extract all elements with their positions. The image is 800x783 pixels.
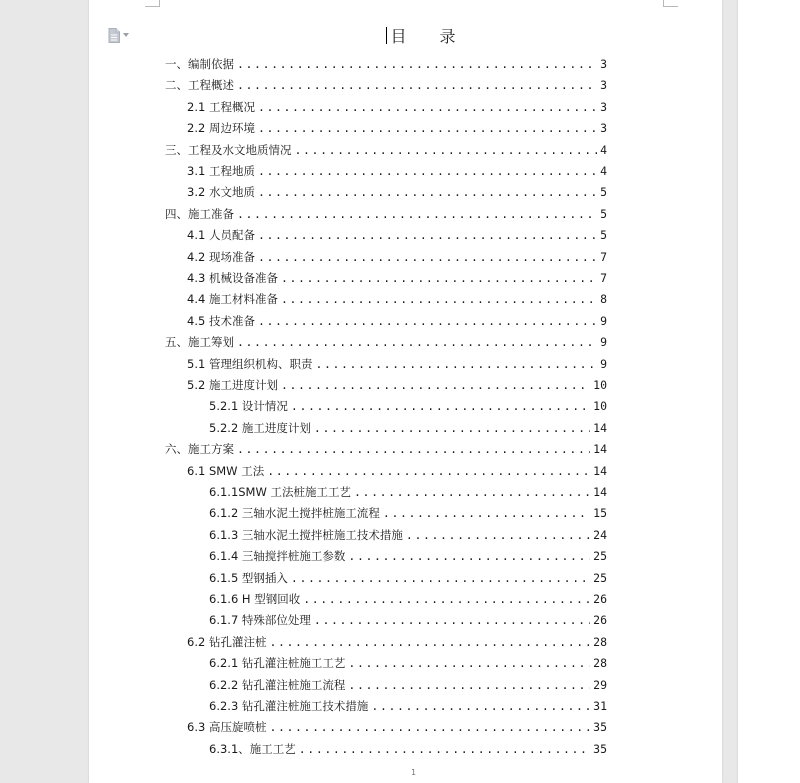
toc-entry[interactable] bbox=[165, 77, 607, 93]
toc-leader-dots bbox=[258, 184, 597, 200]
toc-entry-page: 26 bbox=[593, 613, 607, 628]
toc-entry-title: 6.3.1、施工工艺 bbox=[209, 741, 296, 756]
toc-entry[interactable] bbox=[187, 463, 607, 479]
toc-leader-dots bbox=[267, 463, 590, 479]
toc-entry[interactable] bbox=[187, 719, 607, 735]
toc-entry-page: 31 bbox=[593, 699, 607, 713]
toc-entry-title: 6.1.7 特殊部位处理 bbox=[209, 613, 311, 628]
toc-entry[interactable] bbox=[165, 142, 607, 158]
toc-leader-dots bbox=[303, 591, 590, 607]
toc-leader-dots bbox=[237, 56, 597, 72]
toc-entry-title: 5.1 管理组织机构、职责 bbox=[187, 356, 313, 371]
toc-leader-dots bbox=[348, 677, 590, 693]
toc-entry-page: 35 bbox=[593, 720, 607, 735]
toc-entry[interactable] bbox=[209, 527, 607, 543]
toc-entry-title: 6.2 钻孔灌注桩 bbox=[187, 634, 267, 649]
toc-leader-dots bbox=[348, 655, 590, 671]
toc-leader-dots bbox=[258, 227, 597, 243]
toc-leader-dots bbox=[406, 527, 590, 543]
toc-entry[interactable] bbox=[187, 163, 607, 179]
toc-entry-page: 25 bbox=[593, 570, 607, 585]
toc-entry[interactable] bbox=[165, 334, 607, 350]
toc-entry[interactable] bbox=[187, 313, 607, 329]
toc-entry-title: 4.5 技术准备 bbox=[187, 313, 255, 328]
toc-entry-title: 2.2 周边环境 bbox=[187, 121, 255, 136]
toc-leader-dots bbox=[258, 163, 597, 179]
toc-entry[interactable] bbox=[209, 698, 607, 714]
toc-entry-title: 4.3 机械设备准备 bbox=[187, 271, 278, 285]
page-number: 1 bbox=[411, 768, 417, 777]
toc-entry[interactable] bbox=[209, 570, 607, 586]
toc-entry-title: 5.2.1 设计情况 bbox=[209, 399, 288, 414]
toc-entry[interactable] bbox=[165, 56, 607, 72]
toc-entry-title: 4.4 施工材料准备 bbox=[187, 292, 278, 307]
toc-leader-dots bbox=[258, 120, 597, 136]
page-title: 目 录 bbox=[390, 27, 470, 46]
toc-entry[interactable] bbox=[165, 441, 607, 457]
toc-entry-page: 26 bbox=[593, 592, 607, 606]
toc-leader-dots bbox=[269, 634, 590, 650]
toc-leader-dots bbox=[281, 270, 597, 286]
toc-entry-title: 6.1 SMW 工法 bbox=[187, 463, 265, 478]
toc-leader-dots bbox=[348, 548, 590, 564]
toc-entry-title: 5.2.2 施工进度计划 bbox=[209, 420, 311, 435]
toc-entry[interactable] bbox=[209, 677, 607, 693]
toc-entry-title: 6.1.2 三轴水泥土搅拌桩施工流程 bbox=[209, 506, 380, 521]
toc-entry-page: 35 bbox=[593, 741, 607, 756]
toc-leader-dots bbox=[371, 698, 590, 714]
toc-entry-title: 5.2 施工进度计划 bbox=[187, 378, 278, 392]
toc-entry-page: 28 bbox=[593, 656, 607, 671]
toc-entry-title: 6.1.6 H 型钢回收 bbox=[209, 592, 301, 606]
toc-entry-page: 4 bbox=[600, 142, 607, 157]
toc-entry-page: 7 bbox=[600, 249, 607, 264]
toc-entry-title: 六、施工方案 bbox=[165, 442, 234, 457]
toc-entry-page: 15 bbox=[593, 506, 607, 521]
toc-entry-title: 6.3 高压旋喷桩 bbox=[187, 720, 267, 735]
toc-entry[interactable] bbox=[165, 206, 607, 222]
toc-leader-dots bbox=[314, 612, 590, 628]
toc-leader-dots bbox=[237, 77, 597, 93]
toc-leader-dots bbox=[291, 570, 590, 586]
toc-entry-title: 6.1.3 三轴水泥土搅拌桩施工技术措施 bbox=[209, 527, 403, 542]
toc-entry-title: 五、施工筹划 bbox=[165, 335, 234, 350]
toc-entry-title: 一、编制依据 bbox=[165, 57, 234, 71]
toc-leader-dots bbox=[291, 398, 590, 414]
toc-entry-page: 5 bbox=[600, 206, 607, 221]
toc-entry[interactable] bbox=[187, 356, 607, 372]
toc-entry[interactable] bbox=[187, 99, 607, 115]
toc-entry-page: 9 bbox=[600, 356, 607, 371]
toc-entry[interactable] bbox=[187, 291, 607, 307]
toc-leader-dots bbox=[237, 334, 597, 350]
toc-entry-page: 25 bbox=[593, 549, 607, 564]
toc-leader-dots bbox=[237, 441, 590, 457]
toc-entry-title: 6.1.4 三轴搅拌桩施工参数 bbox=[209, 549, 346, 564]
toc-leader-dots bbox=[299, 741, 590, 757]
toc-entry-page: 3 bbox=[600, 78, 607, 93]
toc-entry[interactable] bbox=[209, 741, 607, 757]
toc-entry-title: 四、施工准备 bbox=[165, 206, 234, 221]
toc-leader-dots bbox=[315, 356, 597, 372]
toc-entry-page: 9 bbox=[600, 335, 607, 350]
toc-entry[interactable] bbox=[187, 249, 607, 265]
toc-entry-page: 14 bbox=[593, 420, 607, 435]
toc-entry-page: 28 bbox=[593, 634, 607, 649]
toc-entry-title: 4.2 现场准备 bbox=[187, 249, 255, 264]
toc-entry[interactable] bbox=[209, 591, 607, 607]
toc-entry[interactable] bbox=[187, 227, 607, 243]
toc-entry[interactable] bbox=[209, 612, 607, 628]
toc-entry[interactable] bbox=[209, 505, 607, 521]
toc-entry-page: 14 bbox=[593, 463, 607, 478]
toc-entry-page: 7 bbox=[600, 271, 607, 285]
toc-leader-dots bbox=[269, 719, 590, 735]
toc-entry-page: 24 bbox=[593, 527, 607, 542]
toc-leader-dots bbox=[258, 99, 597, 115]
toc-entry-page: 8 bbox=[600, 292, 607, 307]
toc-entry-page: 14 bbox=[593, 485, 607, 499]
toc-entry-title: 三、工程及水文地质情况 bbox=[165, 142, 292, 157]
crop-mark-top-right bbox=[663, 0, 678, 7]
toc-leader-dots bbox=[295, 142, 598, 158]
toc-leader-dots bbox=[354, 484, 590, 500]
toc-entry[interactable] bbox=[209, 420, 607, 436]
toc-leader-dots bbox=[281, 377, 590, 393]
toc-entry-title: 3.1 工程地质 bbox=[187, 164, 255, 178]
toc-entry-page: 29 bbox=[593, 677, 607, 692]
toc-entry-page: 4 bbox=[600, 164, 607, 178]
toc-leader-dots bbox=[258, 249, 597, 265]
toc-entry-page: 3 bbox=[600, 99, 607, 114]
toc-entry-title: 4.1 人员配备 bbox=[187, 228, 255, 243]
toc-entry-title: 3.2 水文地质 bbox=[187, 185, 255, 200]
toc-leader-dots bbox=[314, 420, 590, 436]
toc-entry-page: 10 bbox=[593, 399, 607, 414]
toc-entry[interactable] bbox=[187, 270, 607, 286]
toc-entry-title: 二、工程概述 bbox=[165, 78, 234, 93]
toc-entry[interactable] bbox=[187, 120, 607, 136]
toc-entry-title: 6.1.5 型钢插入 bbox=[209, 570, 288, 585]
toc-entry[interactable] bbox=[209, 655, 607, 671]
toc-leader-dots bbox=[237, 206, 597, 222]
toc-entry-page: 5 bbox=[600, 185, 607, 200]
toc-entry-page: 14 bbox=[593, 442, 607, 457]
toc-entry[interactable] bbox=[187, 377, 607, 393]
crop-mark-top-left bbox=[145, 0, 160, 7]
toc-leader-dots bbox=[281, 291, 597, 307]
toc-entry[interactable] bbox=[187, 184, 607, 200]
toc-entry-page: 10 bbox=[593, 378, 607, 392]
toc-entry[interactable] bbox=[187, 634, 607, 650]
toc-leader-dots bbox=[383, 505, 590, 521]
toc-entry-page: 3 bbox=[600, 57, 607, 71]
toc-entry-page: 3 bbox=[600, 121, 607, 136]
toc-entry-title: 6.2.1 钻孔灌注桩施工工艺 bbox=[209, 656, 346, 671]
toc-entry-title: 6.2.3 钻孔灌注桩施工技术措施 bbox=[209, 699, 369, 713]
toc-entry-title: 6.1.1SMW 工法桩施工工艺 bbox=[209, 485, 352, 499]
toc-entry-title: 6.2.2 钻孔灌注桩施工流程 bbox=[209, 677, 346, 692]
next-page-edge bbox=[738, 0, 800, 783]
toc-entry-page: 9 bbox=[600, 313, 607, 328]
toc-entry-page: 5 bbox=[600, 228, 607, 243]
toc-entry-title: 2.1 工程概况 bbox=[187, 99, 255, 114]
toc-entry[interactable] bbox=[209, 484, 607, 500]
toc-entry[interactable] bbox=[209, 548, 607, 564]
toc-leader-dots bbox=[258, 313, 597, 329]
toc-entry[interactable] bbox=[209, 398, 607, 414]
